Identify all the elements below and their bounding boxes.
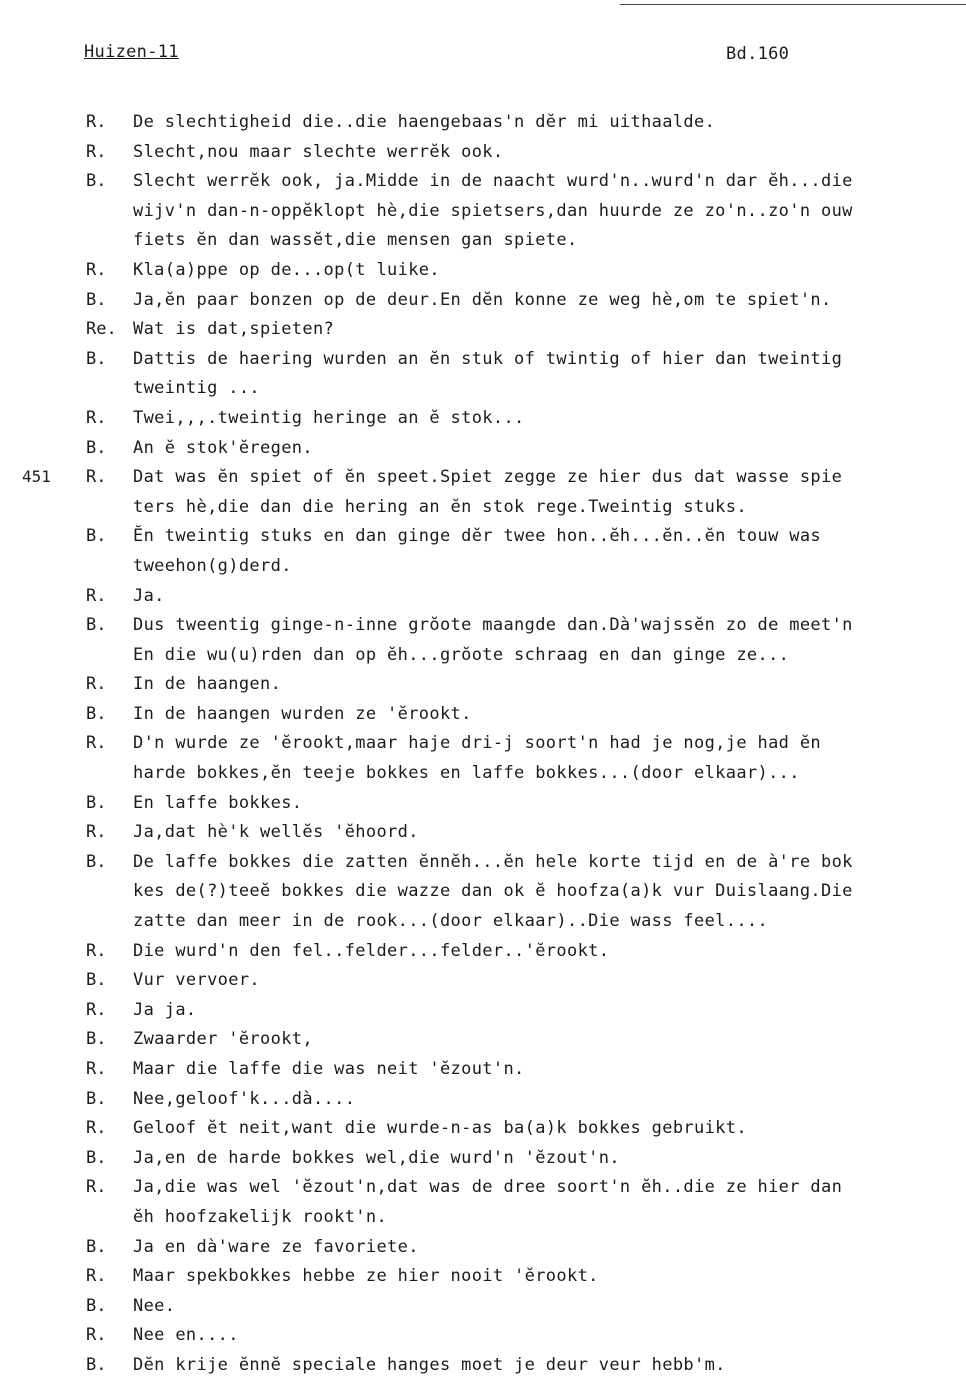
- dialogue-turn: [0, 1262, 966, 1292]
- speaker-label: B.: [86, 1236, 107, 1257]
- dialogue-turn: [0, 1114, 966, 1144]
- speaker-label: Re.: [86, 319, 117, 340]
- utterance-line: Ja en dà'ware ze favoriete.: [133, 1236, 419, 1257]
- utterance-line: ĕh hoofzakelijk rookt'n.: [133, 1206, 388, 1227]
- speaker-label: R.: [86, 674, 107, 695]
- dialogue-turn: [0, 1233, 966, 1263]
- dialogue-turn: [0, 937, 966, 967]
- utterance-line: Geloof ĕt neit,want die wurde-n-as ba(a)k bokkes gebruikt.: [133, 1118, 747, 1139]
- dialogue-turn: [0, 700, 966, 730]
- dialogue-turn: [0, 996, 966, 1026]
- speaker-label: B.: [86, 171, 107, 192]
- dialogue-turn: [0, 1055, 966, 1085]
- speaker-label: B.: [86, 289, 107, 310]
- dialogue-turn: [0, 1292, 966, 1322]
- dialogue-turn: [0, 611, 966, 670]
- utterance-line: Dus tweentig ginge-n-inne grŏote maangde dan.Dà'wajssĕn zo de meet'n: [133, 615, 853, 636]
- utterance-line: Maar die laffe die was neit 'ĕzout'n.: [133, 1059, 525, 1079]
- utterance-line: Nee.: [133, 1295, 176, 1316]
- dialogue-turn: [0, 345, 966, 404]
- dialogue-turn: [0, 1085, 966, 1115]
- speaker-label: B.: [86, 615, 107, 636]
- speaker-label: R.: [86, 1059, 107, 1079]
- utterance-line: Dattis de haering wurden an ĕn stuk of twintig of hier dan tweintig: [133, 348, 843, 369]
- document-title: Huizen-11: [84, 42, 179, 62]
- utterance-line: tweehon(g)derd.: [133, 555, 292, 576]
- speaker-label: B.: [86, 348, 107, 369]
- utterance-line: Dĕn krije ĕnnĕ speciale hanges moet je deur veur hebb'm.: [133, 1354, 726, 1375]
- utterance-line: Zwaarder 'ĕrookt,: [133, 1029, 313, 1050]
- utterance-line: En die wu(u)rden dan op ĕh...grŏote schraag en dan ginge ze...: [133, 644, 790, 665]
- margin-number: 451: [22, 467, 51, 486]
- dialogue-turn: [0, 729, 966, 788]
- utterance-line: En laffe bokkes.: [133, 792, 303, 813]
- utterance-line: Ja,en de harde bokkes wel,die wurd'n 'ĕzout'n.: [133, 1147, 620, 1168]
- speaker-label: R.: [86, 940, 107, 961]
- dialogue-turn: [0, 966, 966, 996]
- utterance-line: De laffe bokkes die zatten ĕnnĕh...ĕn hele korte tijd en de à're bok: [133, 851, 853, 872]
- dialogue-turn: [0, 670, 966, 700]
- speaker-label: R.: [86, 259, 107, 280]
- utterance-line: Wat is dat,spieten?: [133, 319, 335, 340]
- speaker-label: B.: [86, 1147, 107, 1168]
- dialogue-turn: [0, 848, 966, 937]
- speaker-label: R.: [86, 1118, 107, 1139]
- utterance-line: harde bokkes,ĕn teeje bokkes en laffe bokkes...(door elkaar)...: [133, 763, 800, 784]
- speaker-label: R.: [86, 999, 107, 1020]
- utterance-line: In de haangen.: [133, 674, 282, 695]
- dialogue-turn: [0, 1025, 966, 1055]
- utterance-line: wijv'n dan-n-oppĕklopt hè,die spietsers,dan huurde ze zo'n..zo'n ouw: [133, 200, 853, 221]
- utterance-line: Twei,,,.tweintig heringe an ĕ stok...: [133, 407, 525, 428]
- speaker-label: R.: [86, 1325, 107, 1346]
- speaker-label: B.: [86, 526, 107, 547]
- dialogue-turn: [0, 138, 966, 168]
- utterance-line: zatte dan meer in de rook...(door elkaar)..Die wass feel....: [133, 911, 769, 932]
- utterance-line: Maar spekbokkes hebbe ze hier nooit 'ĕrookt.: [133, 1266, 599, 1287]
- utterance-line: De slechtigheid die..die haengebaas'n dĕr mi uithaalde.: [133, 112, 716, 132]
- speaker-label: R.: [86, 467, 107, 488]
- speaker-label: B.: [86, 703, 107, 724]
- dialogue-turn: [0, 522, 966, 581]
- utterance-line: tweintig ...: [133, 378, 261, 399]
- speaker-label: B.: [86, 851, 107, 872]
- dialogue-turn: [0, 1173, 966, 1232]
- utterance-line: D'n wurde ze 'ĕrookt,maar haje dri-j soort'n had je nog,je had ĕn: [133, 733, 822, 754]
- speaker-label: B.: [86, 437, 107, 458]
- dialogue-turn: [0, 434, 966, 464]
- utterance-line: Die wurd'n den fel..felder...felder..'ĕrookt.: [133, 940, 610, 961]
- speaker-label: R.: [86, 1266, 107, 1287]
- dialogue-turn: [0, 108, 966, 138]
- utterance-line: Nee,geloof'k...dà....: [133, 1088, 356, 1109]
- speaker-label: B.: [86, 1295, 107, 1316]
- dialogue-turn: [0, 463, 966, 522]
- utterance-line: Vur vervoer.: [133, 970, 261, 991]
- dialogue-turn: [0, 286, 966, 316]
- dialogue-turn: [0, 256, 966, 286]
- dialogue-turn: [0, 789, 966, 819]
- utterance-line: ters hè,die dan die hering an ĕn stok rege.Tweintig stuks.: [133, 496, 747, 517]
- utterance-line: Slecht,nou maar slechte werrĕk ook.: [133, 141, 504, 162]
- utterance-line: Slecht werrĕk ook, ja.Midde in de naacht wurd'n..wurd'n dar ĕh...die: [133, 171, 853, 192]
- speaker-label: B.: [86, 792, 107, 813]
- dialogue-turn: [0, 404, 966, 434]
- dialogue-turn: [0, 582, 966, 612]
- utterance-line: Ja,die was wel 'ĕzout'n,dat was de dree soort'n ĕh..die ze hier dan: [133, 1177, 843, 1198]
- utterance-line: Ĕn tweintig stuks en dan ginge dĕr twee hon..ĕh...ĕn..ĕn touw was: [133, 526, 822, 547]
- speaker-label: R.: [86, 407, 107, 428]
- utterance-line: kes de(?)teeĕ bokkes die wazze dan ok ĕ hoofza(a)k vur Duislaang.Die: [133, 881, 853, 902]
- speaker-label: B.: [86, 1088, 107, 1109]
- speaker-label: B.: [86, 1029, 107, 1050]
- volume-reference: Bd.160: [726, 44, 790, 64]
- speaker-label: R.: [86, 733, 107, 754]
- speaker-label: R.: [86, 1177, 107, 1198]
- utterance-line: An ĕ stok'ĕregen.: [133, 437, 313, 458]
- speaker-label: B.: [86, 970, 107, 991]
- dialogue-turn: [0, 1351, 966, 1381]
- dialogue-turn: [0, 1144, 966, 1174]
- dialogue-turn: [0, 818, 966, 848]
- transcript-body: [0, 108, 966, 1381]
- speaker-label: R.: [86, 112, 107, 132]
- top-rule: [620, 4, 966, 5]
- utterance-line: Ja.: [133, 585, 165, 606]
- utterance-line: Dat was ĕn spiet of ĕn speet.Spiet zegge ze hier dus dat wasse spie: [133, 467, 843, 488]
- utterance-line: Ja ja.: [133, 999, 197, 1020]
- utterance-line: Ja,ĕn paar bonzen op de deur.En dĕn konne ze weg hè,om te spiet'n.: [133, 289, 832, 310]
- speaker-label: R.: [86, 822, 107, 843]
- speaker-label: R.: [86, 585, 107, 606]
- speaker-label: B.: [86, 1354, 107, 1375]
- utterance-line: In de haangen wurden ze 'ĕrookt.: [133, 703, 472, 724]
- speaker-label: R.: [86, 141, 107, 162]
- dialogue-turn: [0, 315, 966, 345]
- utterance-line: Nee en....: [133, 1325, 239, 1346]
- dialogue-turn: [0, 167, 966, 256]
- utterance-line: Kla(a)ppe op de...op(t luike.: [133, 259, 440, 280]
- utterance-line: Ja,dat hè'k wellĕs 'ĕhoord.: [133, 822, 419, 843]
- utterance-line: fiets ĕn dan wassĕt,die mensen gan spiete.: [133, 230, 578, 251]
- dialogue-turn: [0, 1321, 966, 1351]
